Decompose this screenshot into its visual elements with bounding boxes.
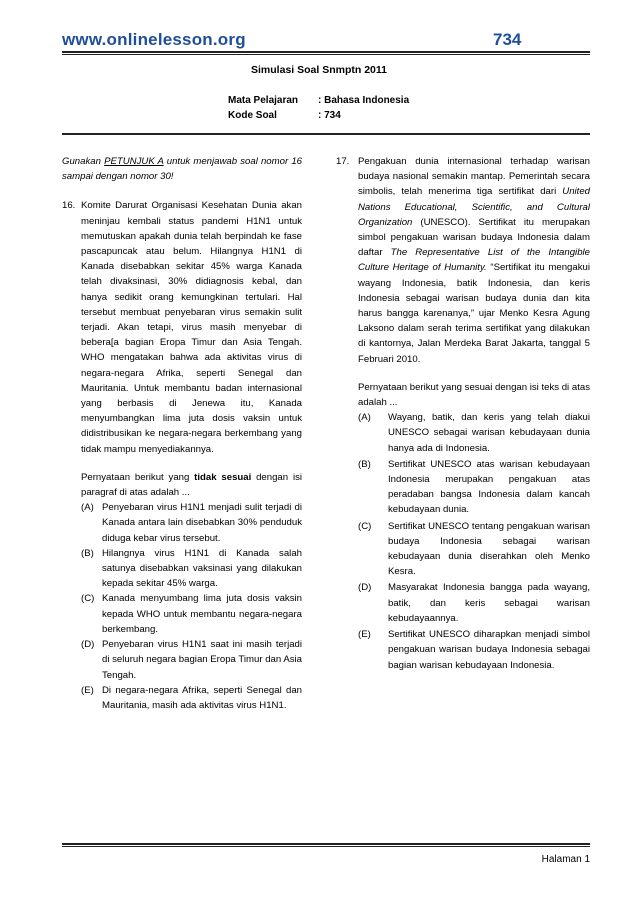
option-text: Sertifikat UNESCO diharapkan menjadi simbol pengakuan warisan budaya Indonesia sebagai bagian warisan kebudayaan Indonesia.	[388, 629, 590, 671]
option-e[interactable]	[81, 683, 302, 713]
option-text: Wayang, batik, dan keris yang telah diakui UNESCO sebagai warisan kebudayaan dunia hanya ada di Indonesia.	[388, 412, 590, 454]
question-passage	[358, 154, 590, 367]
prompt-text-end: dengan isi paragraf di atas adalah ...	[81, 471, 302, 499]
meta-key: Kode Soal	[228, 110, 277, 121]
question-number: 16.	[62, 200, 76, 212]
option-label: (D)	[358, 582, 372, 594]
question-prompt: Pernyataan berikut yang sesuai dengan isi teks di atas adalah ...	[358, 381, 590, 409]
question-16	[62, 198, 302, 713]
right-column	[336, 154, 590, 674]
option-text: Penyebaran virus H1N1 menjadi sulit terjadi di Kanada antara lain disebabkan 30% penduduk diduga kebar virus tersebut.	[102, 502, 302, 544]
question-body	[81, 198, 302, 713]
option-d[interactable]	[358, 580, 590, 626]
page-title: Simulasi Soal Snmptn 2011	[251, 64, 387, 76]
option-text: Di negara-negara Afrika, seperti Senegal dan Mauritania, masih ada aktivitas virus H1N1.	[102, 684, 302, 711]
option-label: (A)	[81, 502, 94, 514]
passage-text: Pengakuan dunia internasional terhadap warisan budaya nasional semakin mantap. Pemerintah secara simbolis, telah menerima tiga sertifikat dari	[358, 156, 590, 198]
instructions-text-end: untuk menjawab soal nomor 16 sampai dengan nomor 30!	[62, 156, 302, 183]
passage-text: (UNESCO). Sertifikat itu merupakan simbol pengakuan warisan budaya Indonesia dalam daftar	[358, 216, 590, 259]
option-text: Sertifikat UNESCO atas warisan kebudayaan Indonesia merupakan pengakuan atas peradaban bangsa Indonesia dalam kancah kebudayaan dunia.	[388, 458, 590, 516]
option-label: (E)	[358, 629, 371, 641]
option-text: Masyarakat Indonesia bangga pada wayang, batik, dan keris sebagai warisan kebudayaannya.	[388, 582, 590, 624]
option-d[interactable]	[81, 637, 302, 683]
option-b[interactable]	[358, 457, 590, 518]
option-label: (E)	[81, 684, 94, 696]
instructions	[62, 154, 302, 184]
meta-row-subject	[228, 95, 409, 110]
footer-rule	[62, 843, 590, 845]
option-label: (B)	[358, 458, 371, 470]
option-text: Hilangnya virus H1N1 di Kanada salah satunya disebabkan vaksinasi yang dilakukan kepada sekitar 45% warga.	[102, 547, 302, 590]
option-label: (B)	[81, 547, 94, 559]
option-e[interactable]	[358, 627, 590, 673]
exam-code: 734	[493, 30, 522, 49]
instructions-link: PETUNJUK A	[104, 156, 164, 167]
option-label: (D)	[81, 639, 95, 651]
passage-text: “Sertifikat itu mengakui wayang Indonesia, batik Indonesia, dan keris Indonesia sebagai warisan budaya dunia dan kita harus bangga karenanya,” ujar Menko Kesra Agung Laksono dalam serah terima sertifikat yang dilakukan di kantornya, Jalan Merdeka Barat Jakarta, tanggal 5 Februari 2010.	[358, 262, 590, 365]
option-b[interactable]	[81, 546, 302, 592]
site-url: www.onlinelesson.org	[62, 30, 246, 49]
meta-row-code	[228, 110, 409, 125]
page-number: Halaman 1	[541, 854, 590, 865]
question-prompt	[81, 470, 302, 500]
question-passage: Komite Darurat Organisasi Kesehatan Dunia akan meninjau kembali status pandemi H1N1 untuk memutuskan apakah dunia telah berpindah ke fase pascapuncak atau belum. Hilangnya H1N1 di Kanada disebabkan sekitar 45% warga Kanada telah divaksinasi, 30% didiagnosis kebal, dan hanya sedikit orang kemungkinan tertulari. Hal tersebut membuat penyebaran virus semakin sulit terjadi. Akan tetapi, virus masih menyebar di bebera[a bagian Eropa Timur dan Asia Tengah. WHO mengatakan bahwa ada aktivitas virus di negara-negara Afrika, seperti Senegal dan Mauritania. Untuk membantu badan internasional yang berbasis di Jenewa itu, Kanada menyumbangkan lima juta dosis vaksin untuk didistribusikan ke negara-negara berkembang yang tidak mampu menyediakannya.	[81, 200, 302, 455]
option-c[interactable]	[358, 519, 590, 580]
question-number: 17.	[336, 156, 350, 167]
option-label: (A)	[358, 412, 371, 424]
option-label: (C)	[358, 520, 372, 532]
option-text: Kanada menyumbang lima juta dosis vaksin kepada WHO untuk membantu negara-negara berkembang.	[102, 593, 302, 635]
prompt-text: Pernyataan berikut yang	[81, 471, 195, 483]
question-17	[336, 154, 590, 674]
meta-key: Mata Pelajaran	[228, 95, 299, 106]
option-text: Penyebaran virus H1N1 saat ini masih terjadi di seluruh negara bagian Eropa Timur dan Asia Tengah.	[102, 639, 302, 681]
option-a[interactable]	[358, 410, 590, 456]
section-rule	[62, 133, 590, 135]
instructions-text: Gunakan	[62, 156, 105, 167]
answer-options	[358, 410, 590, 672]
header-rule-thin	[62, 54, 590, 55]
footer-rule-thin	[62, 846, 590, 847]
question-body	[358, 154, 590, 674]
option-a[interactable]	[81, 500, 302, 546]
meta-table	[228, 95, 409, 125]
header-rule	[62, 51, 590, 53]
passage-italic: The Representative List of the Intangible Culture Heritage of Humanity.	[358, 247, 590, 274]
passage-italic: United Nations Educational, Scientific, and Cultural Organization	[358, 186, 590, 228]
meta-value: : 734	[318, 110, 341, 121]
option-c[interactable]	[81, 591, 302, 637]
answer-options	[81, 500, 302, 713]
option-text: Sertifikat UNESCO tentang pengakuan warisan budaya Indonesia sebagai warisan kebudayaan dunia diserahkan oleh Menko Kesra.	[388, 520, 590, 578]
meta-value: : Bahasa Indonesia	[318, 95, 410, 106]
left-column	[62, 154, 302, 713]
prompt-emphasis: tidak sesuai	[194, 471, 252, 483]
option-label: (C)	[81, 593, 95, 605]
